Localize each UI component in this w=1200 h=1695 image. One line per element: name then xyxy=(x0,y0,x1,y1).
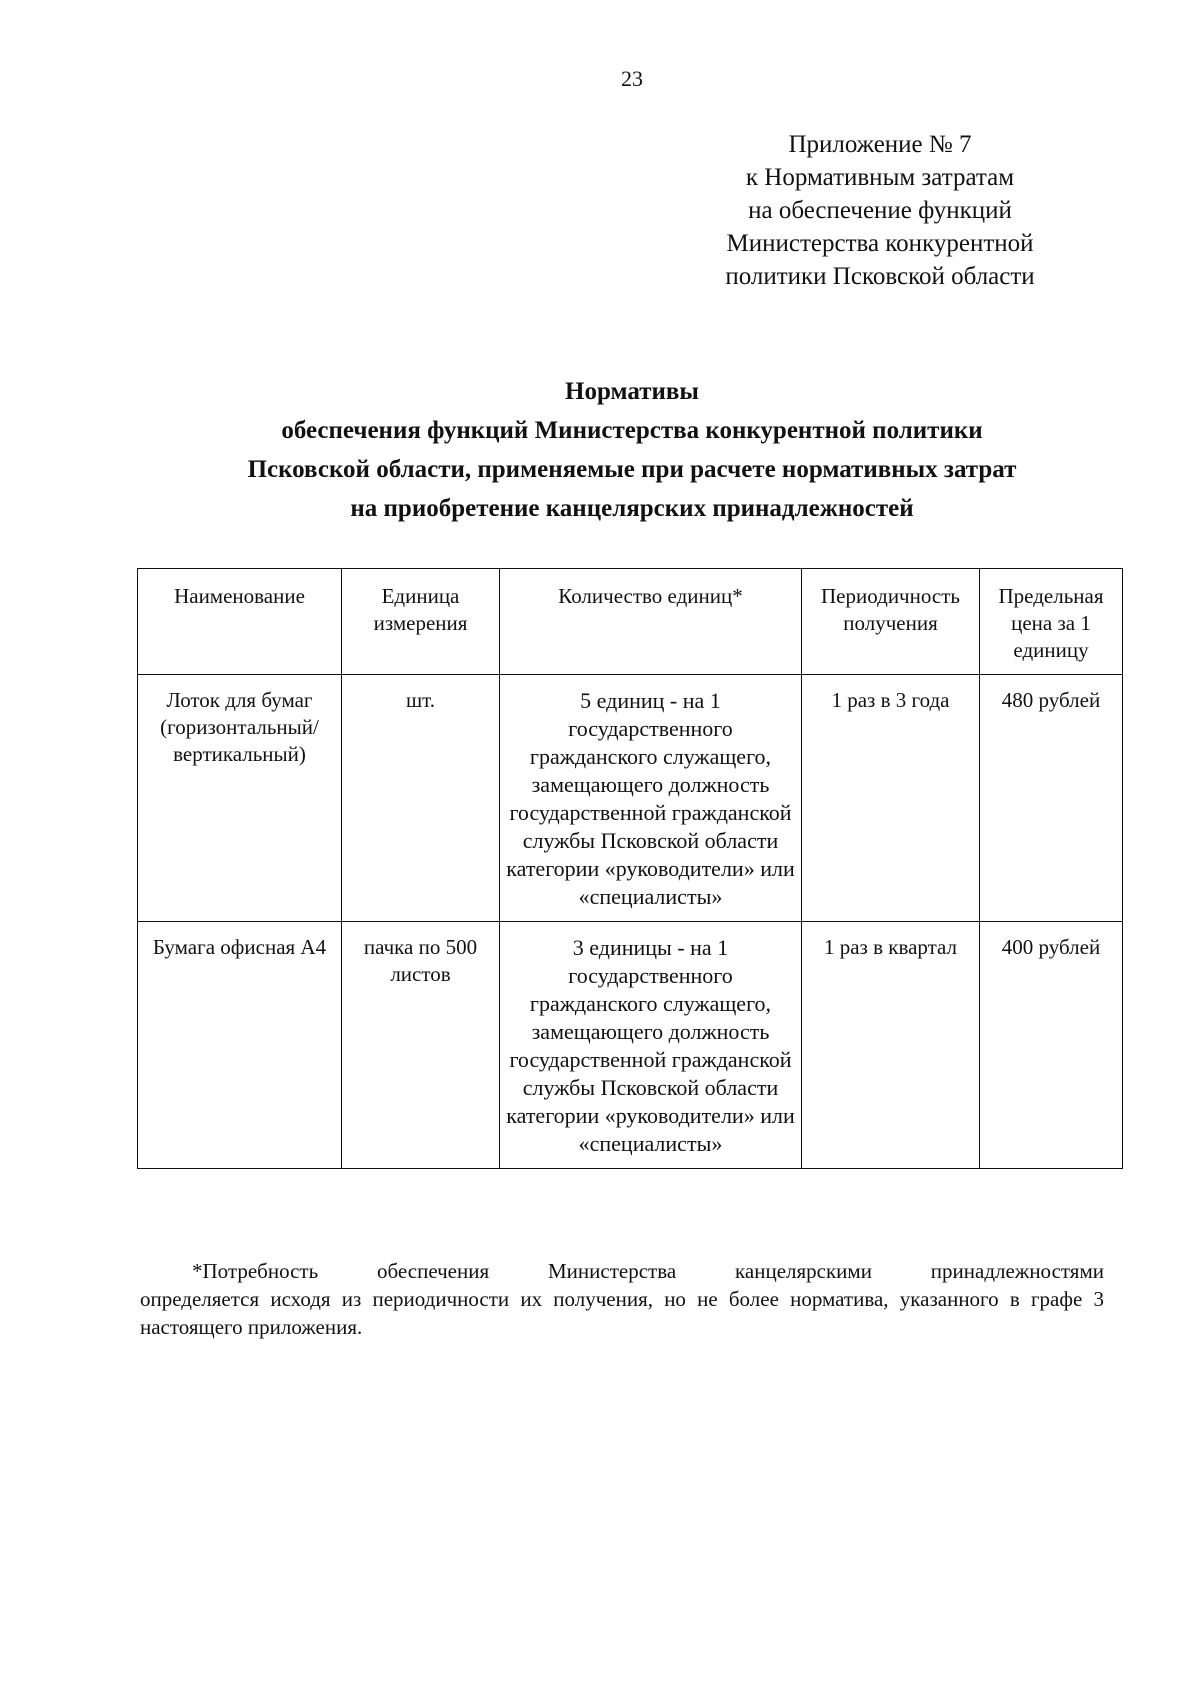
norms-table xyxy=(137,568,1123,1169)
appendix-line: на обеспечение функций xyxy=(748,197,1012,224)
footnote-rest: определяется исходя из периодичности их получения, но не более норматива, указанного в графе 3 настоящего приложения. xyxy=(140,1287,1104,1339)
cell-periodicity: 1 раз в квартал xyxy=(802,922,980,1169)
page-number: 23 xyxy=(621,66,643,91)
header-quantity: Количество единиц* xyxy=(500,569,802,675)
footnote-first-line: *Потребность обеспечения Министерства канцелярскими принадлежностями xyxy=(192,1259,1104,1283)
title-line: Псковской области, применяемые при расчете нормативных затрат xyxy=(247,456,1017,483)
cell-name: Бумага офисная А4 xyxy=(138,922,342,1169)
cell-price: 400 рублей xyxy=(980,922,1123,1169)
cell-name: Лоток для бумаг (горизонтальный/ вертикальный) xyxy=(138,675,342,922)
cell-unit: шт. xyxy=(342,675,500,922)
document-title xyxy=(0,372,1200,528)
appendix-line: Приложение № 7 xyxy=(788,131,972,158)
table-row xyxy=(138,922,1123,1169)
cell-quantity: 3 единицы - на 1 государственного гражданского служащего, замещающего должность государственной гражданской службы Псковской области категории «руководители» или «специалисты» xyxy=(500,922,802,1169)
title-line: Нормативы xyxy=(565,378,699,405)
table-row xyxy=(138,675,1123,922)
header-price: Предельная цена за 1 единицу xyxy=(980,569,1123,675)
header-name: Наименование xyxy=(138,569,342,675)
appendix-line: к Нормативным затратам xyxy=(745,164,1015,191)
appendix-block xyxy=(680,128,1080,293)
title-line: на приобретение канцелярских принадлежностей xyxy=(350,495,914,522)
table-header-row xyxy=(138,569,1123,675)
header-unit: Единица измерения xyxy=(342,569,500,675)
title-line: обеспечения функций Министерства конкурентной политики xyxy=(281,417,983,444)
footnote xyxy=(140,1257,1104,1341)
appendix-line: политики Псковской области xyxy=(725,263,1035,290)
header-periodicity: Периодичность получения xyxy=(802,569,980,675)
cell-price: 480 рублей xyxy=(980,675,1123,922)
cell-unit: пачка по 500 листов xyxy=(342,922,500,1169)
appendix-line: Министерства конкурентной xyxy=(726,230,1034,257)
cell-quantity: 5 единиц - на 1 государственного гражданского служащего, замещающего должность государственной гражданской службы Псковской области категории «руководители» или «специалисты» xyxy=(500,675,802,922)
cell-periodicity: 1 раз в 3 года xyxy=(802,675,980,922)
